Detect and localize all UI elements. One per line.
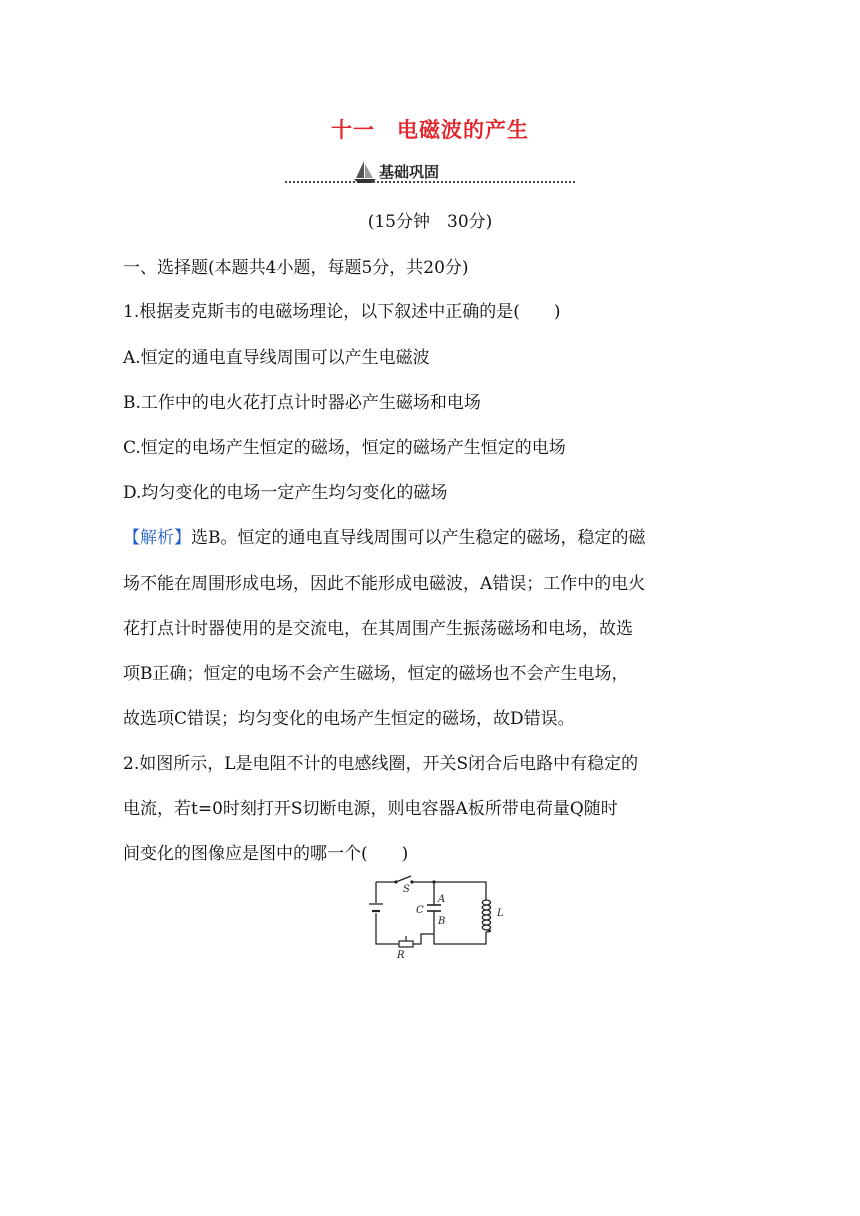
question-1-analysis-line-2: 场不能在周围形成电场，因此不能形成电磁波，A错误；工作中的电火 <box>123 574 646 594</box>
wire-left-bottom <box>376 913 399 944</box>
switch-contact-right <box>410 880 413 883</box>
question-1-analysis-line-5: 故选项C错误；均匀变化的电场产生恒定的磁场，故D错误。 <box>123 709 575 729</box>
section-header <box>285 160 575 186</box>
wire-bottom-right <box>413 932 486 944</box>
question-2-line-2: 电流，若t=0时刻打开S切断电源，则电容器A板所带电荷量Q随时 <box>123 799 618 819</box>
capacitor-label: C <box>416 905 424 916</box>
question-1-analysis-line-4: 项B正确；恒定的电场不会产生磁场，恒定的磁场也不会产生电场， <box>123 664 629 684</box>
analysis-tag: 【解析】 <box>123 528 191 548</box>
analysis-text: 选B。恒定的通电直导线周围可以产生稳定的磁场，稳定的磁 <box>191 528 646 548</box>
junction-top <box>432 880 435 883</box>
switch-label: S <box>403 884 410 895</box>
question-1-option-c: C.恒定的电场产生恒定的磁场，恒定的磁场产生恒定的电场 <box>123 438 566 458</box>
question-1-option-a: A.恒定的通电直导线周围可以产生电磁波 <box>123 348 430 368</box>
switch-blade <box>396 876 411 882</box>
question-1-analysis-line-3: 花打点计时器使用的是交流电，在其周围产生振荡磁场和电场，故选 <box>123 619 633 639</box>
resistor-body <box>399 941 413 947</box>
part-heading: 一、选择题(本题共4小题，每题5分，共20分) <box>123 258 469 278</box>
plate-b-label: B <box>438 916 446 927</box>
question-2-line-3: 间变化的图像应是图中的哪一个( ) <box>123 844 409 864</box>
inductor-coil <box>482 900 490 932</box>
resistor-label: R <box>397 950 405 961</box>
question-1-option-d: D.均匀变化的电场一定产生均匀变化的磁场 <box>123 483 448 503</box>
sailboat-icon <box>353 160 377 184</box>
time-note: (15分钟 30分) <box>367 212 493 232</box>
switch-contact-left <box>394 880 397 883</box>
section-header-label: 基础巩固 <box>379 163 440 181</box>
question-1-analysis-line-1 <box>123 523 646 548</box>
page-title: 十一 电磁波的产生 <box>331 118 529 142</box>
question-2-line-1: 2.如图所示，L是电阻不计的电感线圈，开关S闭合后电路中有稳定的 <box>123 754 639 774</box>
lc-circuit-diagram <box>356 872 506 964</box>
wire-top-right <box>413 882 486 900</box>
plate-a-label: A <box>438 894 446 905</box>
question-1-stem: 1.根据麦克斯韦的电磁场理论，以下叙述中正确的是( ) <box>123 302 561 322</box>
question-1-option-b: B.工作中的电火花打点计时器必产生磁场和电场 <box>123 393 481 413</box>
inductor-label: L <box>497 908 504 919</box>
